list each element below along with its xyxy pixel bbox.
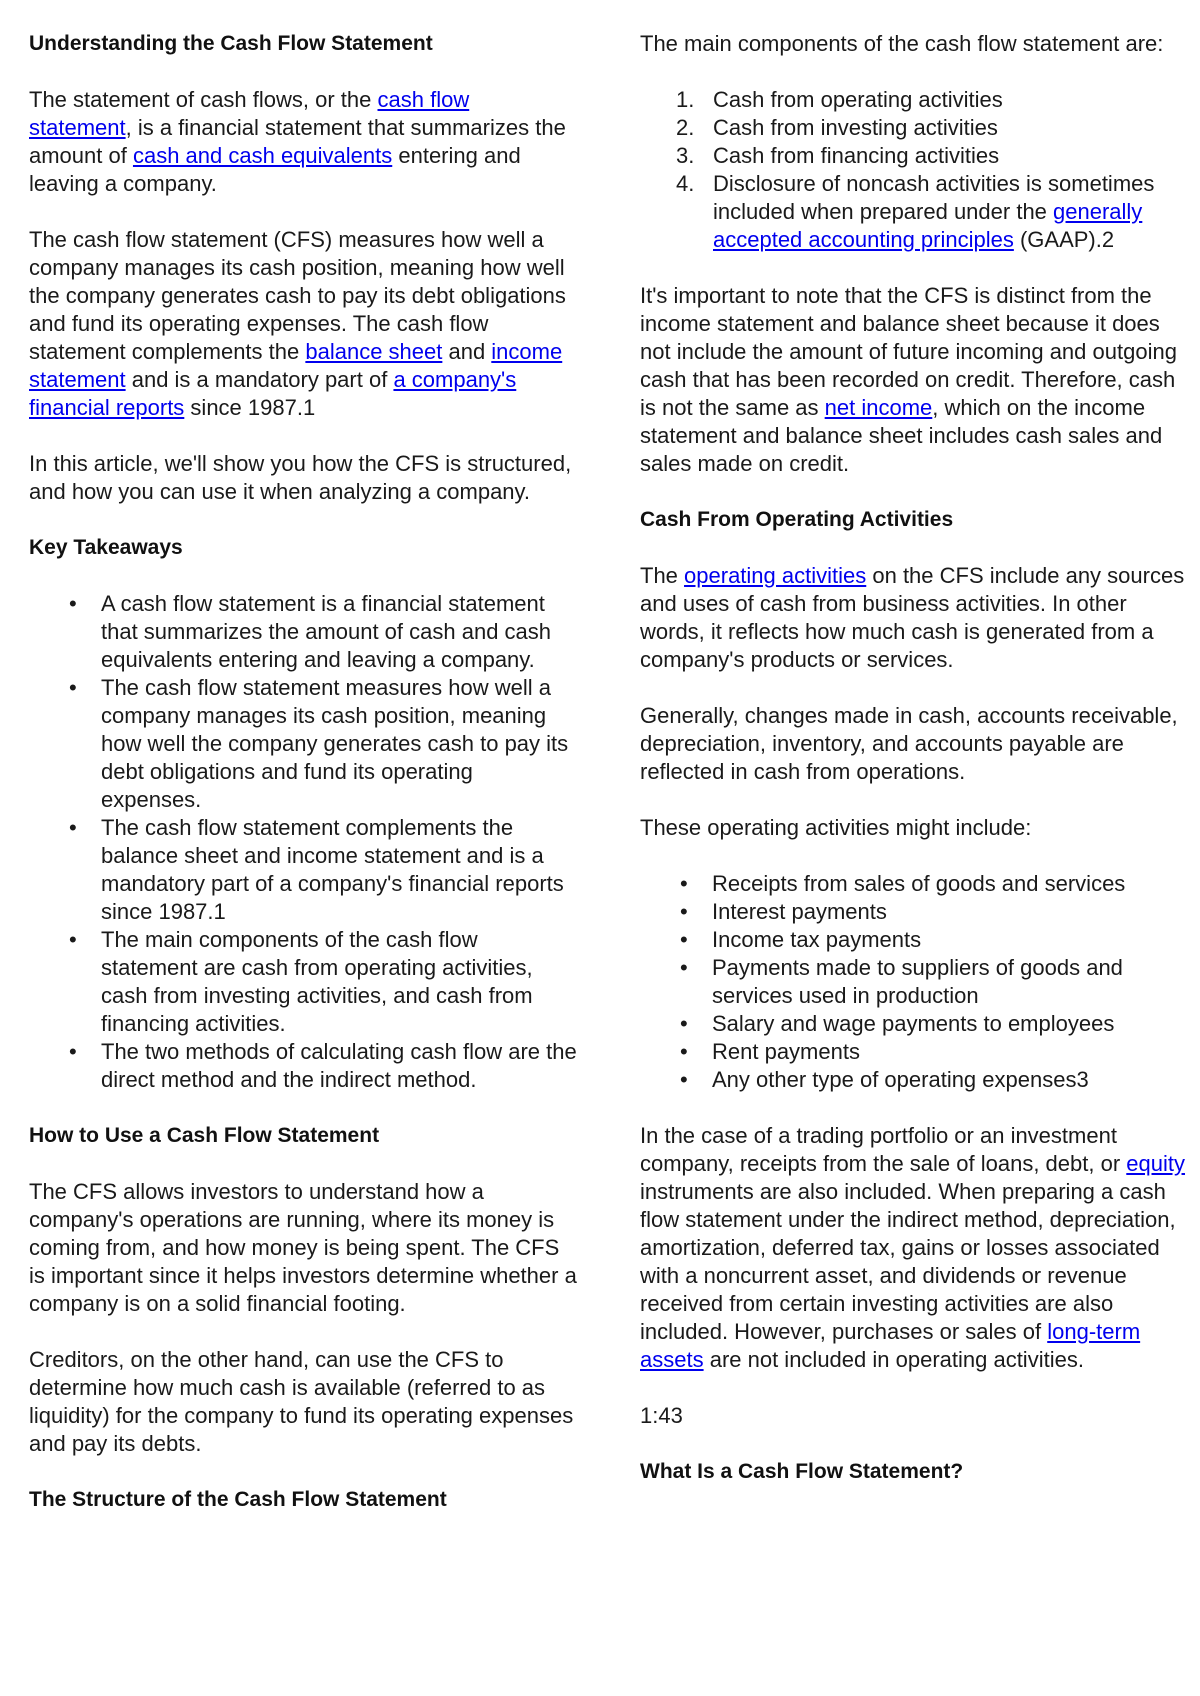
text-segment: instruments are also included. When preparing a cash flow statement under the indirect method, depreciation, amortization, deferred tax, gains or losses associated with a noncurrent asset, and dividends or revenue received from certain investing activities are also included. However, purchases or sales of: [640, 1179, 1176, 1344]
text-segment: The main components of the cash flow statement are:: [640, 31, 1164, 56]
text-segment: 1:43: [640, 1403, 683, 1428]
section-heading: Understanding the Cash Flow Statement: [29, 32, 433, 55]
text-segment: Cash from investing activities: [713, 115, 998, 140]
list-item-text: The cash flow statement measures how well a company manages its cash position, meaning how well the company generates cash to pay its debt obligations and fund its operating expenses.: [101, 675, 569, 812]
bullet-icon: •: [680, 899, 688, 924]
link-net-income[interactable]: net income: [824, 395, 933, 420]
text-segment: The statement of cash flows, or the: [29, 87, 378, 112]
list-item-text: Salary and wage payments to employees: [712, 1011, 1115, 1036]
bullet-list: [29, 590, 577, 1094]
list-number: 1.: [676, 87, 695, 112]
bullet-icon: •: [69, 815, 77, 840]
right-column: [640, 30, 1185, 1514]
list-item: [640, 170, 1185, 254]
paragraph: [640, 702, 1185, 786]
text-segment: Cash from financing activities: [713, 143, 1000, 168]
link-a-company-s-financial-reports[interactable]: a company's financial reports: [29, 367, 517, 420]
text-segment: and is a mandatory part of: [125, 367, 394, 392]
list-item-text: The main components of the cash flow statement are cash from operating activities, cash from investing activities, and cash from financing activities.: [101, 927, 533, 1036]
text-segment: Generally, changes made in cash, accounts receivable, depreciation, inventory, and accounts payable are reflected in cash from operations.: [640, 703, 1178, 784]
link-cash-and-cash-equivalents[interactable]: cash and cash equivalents: [132, 143, 393, 168]
text-segment: on the CFS include any sources and uses of cash from business activities. In other words, it reflects how much cash is generated from a company's products or services.: [640, 563, 1185, 672]
text-segment: These operating activities might include:: [640, 815, 1032, 840]
bullet-icon: •: [680, 955, 688, 980]
list-item: [640, 870, 1185, 898]
left-column: [29, 30, 577, 1542]
bullet-icon: •: [680, 1067, 688, 1092]
text-segment: are not included in operating activities.: [703, 1347, 1084, 1372]
list-item-text: Receipts from sales of goods and services: [712, 871, 1126, 896]
text-segment: The CFS allows investors to understand how a company's operations are running, where its money is coming from, and how money is being spent. The CFS is important since it helps investors determine whether a company is on a solid financial footing.: [29, 1179, 577, 1316]
list-item: [640, 86, 1185, 114]
section-heading: Cash From Operating Activities: [640, 508, 954, 531]
text-segment: Cash from operating activities: [713, 87, 1003, 112]
bullet-icon: •: [680, 871, 688, 896]
text-segment: In the case of a trading portfolio or an investment company, receipts from the sale of loans, debt, or: [640, 1123, 1127, 1176]
bullet-icon: •: [680, 1039, 688, 1064]
list-item-text: Rent payments: [712, 1039, 860, 1064]
list-number: 2.: [676, 115, 695, 140]
list-item-text: Payments made to suppliers of goods and services used in production: [712, 955, 1123, 1008]
bullet-list: [640, 870, 1185, 1094]
text-segment: since 1987.1: [184, 395, 316, 420]
paragraph: [29, 1178, 577, 1318]
paragraph: [29, 226, 577, 422]
link-cash-flow-statement[interactable]: cash flow statement: [29, 87, 470, 140]
list-item: [640, 954, 1185, 1010]
link-long-term-assets[interactable]: long-term assets: [640, 1319, 1141, 1372]
list-item-text: A cash flow statement is a financial statement that summarizes the amount of cash and cash equivalents entering and leaving a company.: [101, 591, 552, 672]
paragraph: [29, 1346, 577, 1458]
paragraph: [640, 1122, 1185, 1374]
bullet-icon: •: [69, 591, 77, 616]
link-income-statement[interactable]: income statement: [29, 339, 563, 392]
bullet-icon: •: [69, 927, 77, 952]
list-number: 3.: [676, 143, 695, 168]
list-item-text: Income tax payments: [712, 927, 922, 952]
list-item: [29, 926, 577, 1038]
list-item: [29, 1038, 577, 1094]
text-segment: , is a financial statement that summarizes the amount of: [29, 115, 566, 168]
paragraph: [29, 450, 577, 506]
list-item: [640, 1038, 1185, 1066]
list-item: [640, 114, 1185, 142]
list-item: [640, 926, 1185, 954]
paragraph: [29, 86, 577, 198]
text-segment: It's important to note that the CFS is distinct from the income statement and balance sheet because it does not include the amount of future incoming and outgoing cash that has been recorded on credit. Therefore, cash is not the same as: [640, 283, 1177, 420]
paragraph: [640, 30, 1185, 58]
section-heading: Key Takeaways: [29, 536, 183, 559]
bullet-icon: •: [69, 675, 77, 700]
text-segment: (GAAP).2: [1013, 227, 1115, 252]
list-item: [640, 142, 1185, 170]
section-heading: The Structure of the Cash Flow Statement: [29, 1488, 447, 1511]
list-item: [640, 898, 1185, 926]
paragraph: [640, 282, 1185, 478]
list-item-text: The cash flow statement complements the balance sheet and income statement and is a mandatory part of a company's financial reports since 1987.1: [101, 815, 564, 924]
text-segment: and: [442, 339, 492, 364]
section-heading: What Is a Cash Flow Statement?: [640, 1460, 964, 1483]
text-segment: The cash flow statement (CFS) measures how well a company manages its cash position, meaning how well the company generates cash to pay its debt obligations and fund its operating expenses. The cash flow statement complements the: [29, 227, 566, 364]
paragraph: [640, 1402, 1185, 1430]
text-segment: entering and leaving a company.: [29, 143, 521, 196]
list-item: [29, 674, 577, 814]
list-number: 4.: [676, 171, 695, 196]
bullet-icon: •: [680, 1011, 688, 1036]
list-item: [640, 1066, 1185, 1094]
text-segment: , which on the income statement and balance sheet includes cash sales and sales made on credit.: [640, 395, 1163, 476]
paragraph: [640, 562, 1185, 674]
section-heading: How to Use a Cash Flow Statement: [29, 1124, 380, 1147]
list-item: [29, 590, 577, 674]
numbered-list: [640, 86, 1185, 254]
link-operating-activities[interactable]: operating activities: [684, 563, 867, 588]
text-segment: Disclosure of noncash activities is sometimes included when prepared under the: [713, 171, 1155, 224]
link-equity[interactable]: equity: [1126, 1151, 1185, 1176]
text-segment: Creditors, on the other hand, can use the CFS to determine how much cash is available (referred to as liquidity) for the company to fund its operating expenses and pay its debts.: [29, 1347, 574, 1456]
bullet-icon: •: [69, 1039, 77, 1064]
link-balance-sheet[interactable]: balance sheet: [305, 339, 443, 364]
bullet-icon: •: [680, 927, 688, 952]
link-generally-accepted-accounting-principles[interactable]: generally accepted accounting principles: [713, 199, 1143, 252]
list-item-text: The two methods of calculating cash flow are the direct method and the indirect method.: [101, 1039, 577, 1092]
text-segment: The: [640, 563, 685, 588]
list-item-text: Any other type of operating expenses3: [712, 1067, 1089, 1092]
list-item-text: Interest payments: [712, 899, 887, 924]
list-item: [640, 1010, 1185, 1038]
paragraph: [640, 814, 1185, 842]
list-item: [29, 814, 577, 926]
text-segment: In this article, we'll show you how the CFS is structured, and how you can use it when analyzing a company.: [29, 451, 572, 504]
